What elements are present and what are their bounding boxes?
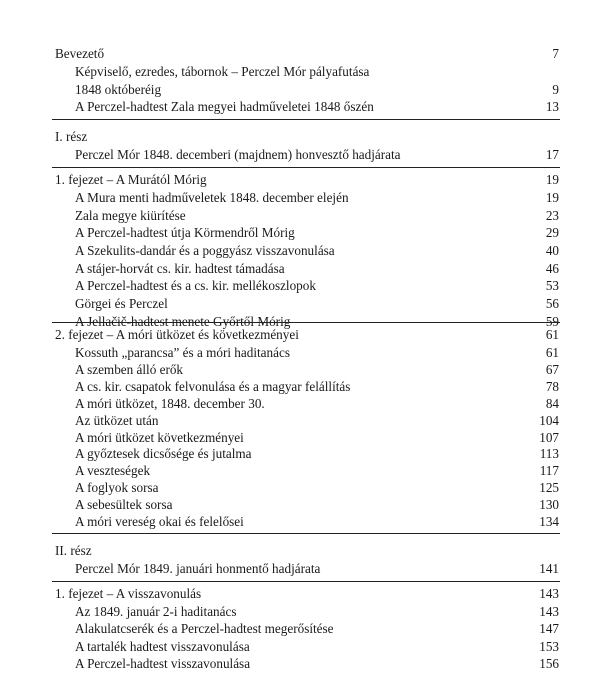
page-number: 130: [539, 497, 559, 513]
page-number: 17: [545, 147, 559, 162]
toc-entry[interactable]: [0, 605, 612, 623]
page-number: 78: [545, 378, 559, 394]
toc-entry[interactable]: [0, 397, 612, 415]
toc-entry[interactable]: [0, 100, 612, 118]
part-label: I. rész: [55, 129, 88, 144]
chapter-title: 2. fejezet – A móri ütközet és következményei: [55, 327, 299, 342]
page-number: 53: [545, 278, 559, 294]
entry-title: A cs. kir. csapatok felvonulása és a magyar felállítás: [75, 378, 351, 394]
page-number: 61: [545, 327, 559, 342]
part-label-row: [0, 130, 612, 148]
toc-entry[interactable]: [0, 191, 612, 209]
toc-row-bevezeto[interactable]: [0, 47, 612, 65]
entry-title: Az 1849. január 2-i haditanács: [75, 604, 237, 619]
toc-entry[interactable]: [0, 622, 612, 640]
page-number: 153: [539, 638, 559, 654]
entry-title: Kossuth „parancsa” és a móri haditanács: [75, 345, 290, 360]
page-number: 61: [545, 345, 559, 360]
page-number: 67: [545, 361, 559, 377]
page-number: 19: [545, 190, 559, 205]
toc-entry[interactable]: [0, 226, 612, 244]
toc-entry[interactable]: [0, 640, 612, 658]
page-number: 143: [539, 604, 559, 619]
entry-title: A móri ütközet, 1848. december 30.: [75, 395, 265, 411]
entry-title: Zala megye kiürítése: [75, 207, 186, 223]
toc-entry[interactable]: [0, 209, 612, 227]
page-number: 9: [552, 82, 559, 97]
part-label-row: [0, 544, 612, 562]
page-number: 117: [539, 463, 559, 479]
page-number: 107: [539, 429, 559, 445]
divider: [52, 322, 560, 323]
divider: [52, 581, 560, 582]
entry-title: A tartalék hadtest visszavonulása: [75, 638, 250, 654]
divider: [52, 119, 560, 120]
page-number: 84: [545, 395, 559, 411]
page-number: 19: [545, 172, 559, 187]
part-label: II. rész: [55, 543, 92, 558]
entry-title: Görgei és Perczel: [75, 295, 168, 311]
toc-entry[interactable]: [0, 244, 612, 262]
entry-title: A győztesek dicsősége és jutalma: [75, 446, 252, 462]
page-number: 29: [545, 225, 559, 241]
toc-entry[interactable]: [0, 657, 612, 675]
toc-row-chapter[interactable]: [0, 328, 612, 346]
entry-title: A Perczel-hadtest visszavonulása: [75, 655, 251, 671]
page-number: 13: [545, 99, 559, 114]
entry-title: A foglyok sorsa: [75, 480, 159, 496]
page-number: 23: [545, 207, 559, 223]
entry-title: A veszteségek: [75, 463, 151, 479]
entry-title: A Mura menti hadműveletek 1848. december elején: [75, 190, 349, 205]
section-heading: Bevezető: [55, 46, 105, 61]
page-number: 156: [539, 655, 559, 671]
entry-title: Alakulatcserék és a Perczel-hadtest megerősítése: [75, 621, 334, 637]
toc-entry[interactable]: [0, 414, 612, 432]
page-number: 147: [539, 621, 559, 637]
entry-title: A móri vereség okai és felelősei: [75, 514, 244, 529]
entry-title-line2: 1848 októberéig: [75, 82, 162, 97]
toc-entry[interactable]: [0, 65, 612, 83]
toc-entry[interactable]: [0, 279, 612, 297]
page-number: 56: [545, 295, 559, 311]
entry-title: A Perczel-hadtest útja Körmendről Mórig: [75, 225, 295, 241]
page-number: 104: [539, 412, 559, 428]
entry-title: Az ütközet után: [75, 412, 159, 428]
entry-title: A móri ütközet következményei: [75, 429, 244, 445]
page-number: 7: [552, 46, 559, 61]
page-number: 134: [539, 514, 559, 529]
toc-row-part2-title[interactable]: [0, 562, 612, 580]
toc-row-chapter[interactable]: [0, 587, 612, 605]
entry-title: A Jellačič-hadtest menete Győrtől Mórig: [75, 313, 291, 329]
divider: [52, 167, 560, 168]
page-number: 125: [539, 480, 559, 496]
part-title: Perczel Mór 1848. decemberi (majdnem) honvesztő hadjárata: [75, 147, 401, 162]
entry-title: A szemben álló erők: [75, 361, 184, 377]
page-number: 59: [545, 313, 559, 329]
page-number: 143: [539, 586, 559, 601]
entry-title: A Perczel-hadtest Zala megyei hadműveletei 1848 őszén: [75, 99, 374, 114]
entry-title: A stájer-horvát cs. kir. hadtest támadása: [75, 260, 285, 276]
toc-entry[interactable]: [0, 515, 612, 533]
entry-title: A sebesültek sorsa: [75, 497, 173, 513]
entry-title: A Szekulits-dandár és a poggyász visszavonulása: [75, 242, 335, 258]
entry-title: A Perczel-hadtest és a cs. kir. mellékoszlopok: [75, 278, 316, 294]
page-number: 141: [539, 561, 559, 576]
page-number: 46: [545, 260, 559, 276]
toc-row-part1-title[interactable]: [0, 148, 612, 166]
part-title: Perczel Mór 1849. januári honmentő hadjárata: [75, 561, 321, 576]
divider: [52, 533, 560, 534]
chapter-title: 1. fejezet – A Murától Mórig: [55, 172, 207, 187]
entry-title-line1: Képviselő, ezredes, tábornok – Perczel Mór pályafutása: [75, 64, 370, 79]
page-number: 113: [539, 446, 559, 462]
toc-entry[interactable]: [0, 297, 612, 315]
toc-entry[interactable]: [0, 262, 612, 280]
chapter-title: 1. fejezet – A visszavonulás: [55, 586, 202, 601]
toc-row-chapter[interactable]: [0, 173, 612, 191]
page-number: 40: [545, 242, 559, 258]
